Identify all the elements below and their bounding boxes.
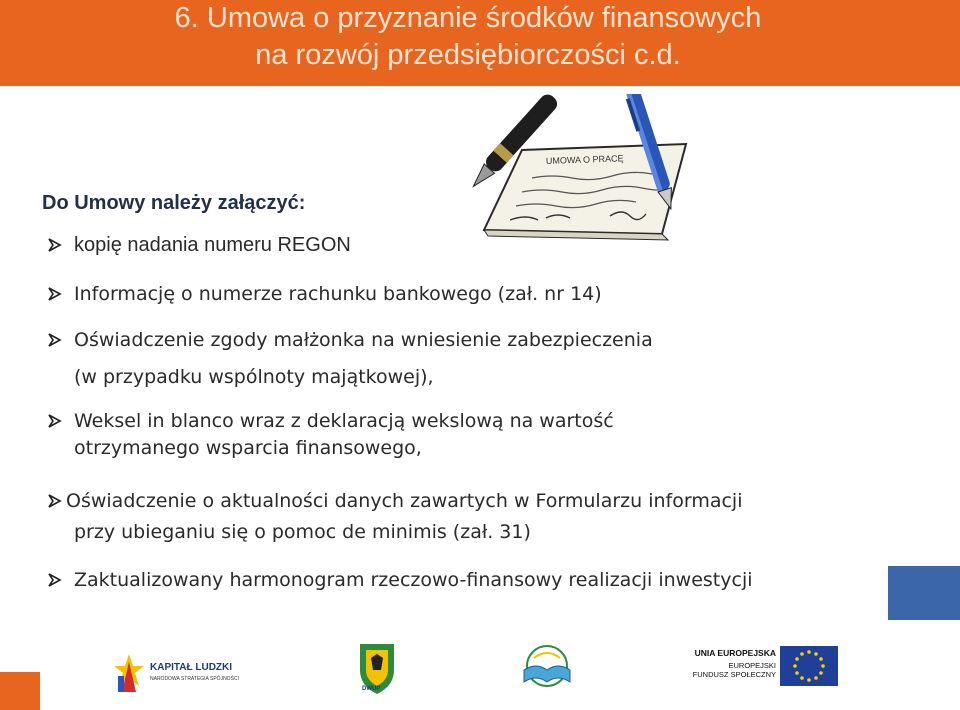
eu-line-3: FUNDUSZ SPOŁECZNY [692, 670, 776, 679]
arrow-bullet-icon [46, 237, 62, 253]
eu-line-1: UNIA EUROPEJSKA [694, 648, 776, 658]
slide-title [128, 0, 808, 74]
title-line-1: 6. Umowa o przyznanie środków finansowych [174, 2, 762, 34]
arrow-bullet-icon [46, 286, 62, 302]
kapital-ludzki-logo [96, 640, 239, 704]
eu-line-2: EUROPEJSKI [728, 661, 776, 670]
list-item: kopię nadania numeru REGON [42, 232, 872, 259]
list-item: Zaktualizowany harmonogram rzeczowo-finansowy realizacji inwestycji [42, 567, 872, 594]
list-item: Weksel in blanco wraz z deklaracją wekslową na wartość otrzymanego wsparcia finansowego, [42, 408, 872, 462]
dwup-label: DWUP [362, 686, 381, 692]
list-item: Oświadczenie o aktualności danych zawartych w Formularzu informacji przy ubieganiu się o pomoc de minimis (zał. 31) [42, 488, 872, 546]
eu-flag-icon [780, 646, 838, 686]
contract-with-pens-icon [462, 94, 698, 244]
list-heading: Do Umowy należy załączyć: [42, 192, 306, 214]
document-title: UMOWA O PRACĘ [545, 153, 624, 166]
dwup-logo [354, 640, 400, 696]
list-item: Oświadczenie zgody małżonka na wniesienie zabezpieczenia (w przypadku wspólnoty majątkowej), [42, 327, 872, 391]
kapital-ludzki-subtitle: NARODOWA STRATEGIA SPÓJNOŚCI [150, 676, 239, 682]
list-item: Informację o numerze rachunku bankowego (zał. nr 14) [42, 281, 872, 308]
eu-logo [676, 632, 844, 704]
kapital-ludzki-icon [114, 654, 144, 694]
open-book-icon [516, 644, 578, 690]
side-accent-blue [888, 566, 960, 620]
corner-accent-orange [0, 672, 40, 710]
arrow-bullet-icon [46, 413, 62, 429]
arrow-bullet-icon [46, 493, 62, 509]
footer-logos [96, 632, 844, 704]
kapital-ludzki-name: KAPITAŁ LUDZKI [150, 662, 233, 673]
slide-header [0, 0, 960, 86]
title-line-2: na rozwój przedsiębiorczości c.d. [255, 39, 681, 71]
book-logo [516, 644, 578, 690]
arrow-bullet-icon [46, 332, 62, 348]
arrow-bullet-icon [46, 572, 62, 588]
